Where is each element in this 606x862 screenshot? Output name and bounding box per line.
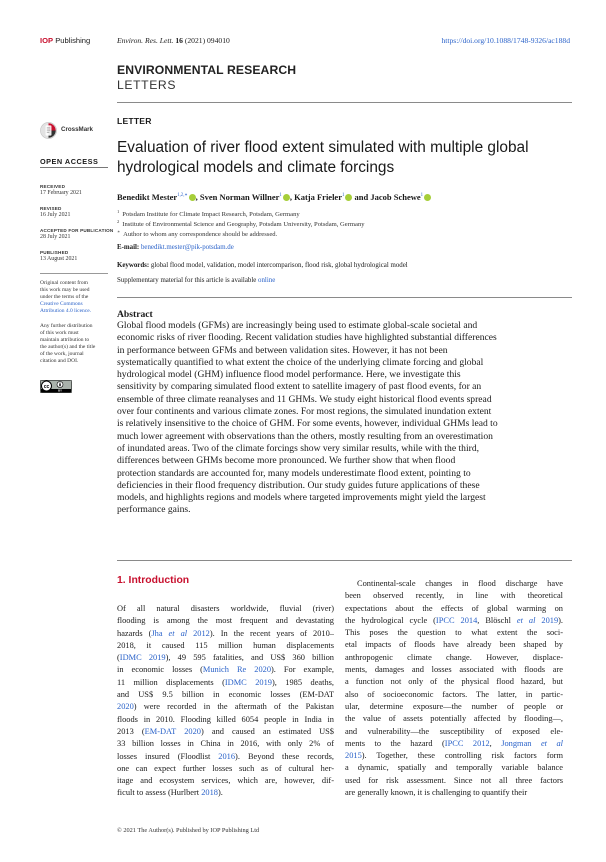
orcid-icon[interactable] — [189, 194, 196, 201]
text-line — [117, 640, 334, 652]
text-run: ), 1985 deaths, — [271, 677, 335, 687]
text-run: This poses the question to what extent the soci- — [345, 628, 563, 638]
divider — [117, 102, 572, 103]
citation-link[interactable]: et al — [162, 628, 188, 638]
citation-link[interactable]: IDMC 2019 — [119, 653, 166, 663]
text-run: Of all natural disasters worldwide, fluvial (river) — [117, 604, 334, 613]
text-line — [345, 689, 563, 701]
text-line — [345, 726, 563, 738]
text-run: in economic losses ( — [117, 665, 203, 675]
affiliation: $^1$ Potsdam Institute for Climate Impact Research, Potsdam, Germany — [117, 209, 300, 219]
author-name[interactable]: Katja Frieler — [294, 192, 342, 202]
text-line — [117, 751, 334, 763]
abstract-heading: Abstract — [117, 309, 153, 320]
citation-link[interactable]: IDMC 2019 — [224, 677, 272, 687]
text-line — [117, 787, 334, 799]
text-line — [117, 652, 334, 664]
correspondence-email: E-mail: benedikt.mester@pik-potsdam.de — [117, 244, 234, 251]
text-line — [345, 639, 563, 651]
text-run: a function not only of the physical flood hazard, but — [345, 677, 563, 687]
text-run: 33 billion losses in China in 2016, with only 2% of — [117, 739, 334, 749]
article-title: Evaluation of river flood extent simulated with multiple global hydrological models and climate forcings — [117, 139, 529, 176]
text-line — [117, 677, 334, 689]
text-run: and vulnerability—the susceptibility of exposed ele- — [345, 726, 563, 736]
citation-link[interactable]: 2016 — [218, 751, 236, 761]
citation-link[interactable]: 2012 — [187, 628, 210, 638]
supplementary-note: Supplementary material for this article is available online — [117, 277, 276, 284]
text-run: ments, damages and losses associated with floods are — [345, 665, 563, 675]
attribution-note: Any further distribution of this work must maintain attribution to the author(s) and the title of the work, journal citation and DOI. — [40, 323, 96, 365]
text-run: expectations about the effects of global warming on — [345, 603, 563, 613]
license-link[interactable]: Attribution 4.0 licence. — [40, 308, 92, 315]
citation-link[interactable]: 2015 — [345, 751, 362, 761]
section-heading: 1. Introduction — [117, 575, 190, 586]
text-run: ). Beyond these records, — [235, 751, 334, 761]
affiliation: $^2$ Institute of Environmental Science and Geography, Potsdam University, Potsdam, Germany — [117, 219, 365, 229]
citation-link[interactable]: IPCC 2012 — [444, 738, 490, 748]
journal-citation: Environ. Res. Lett. 16 (2021) 094010 — [117, 36, 230, 45]
text-line — [117, 689, 334, 701]
author-name[interactable]: Benedikt Mester — [117, 192, 178, 202]
text-line — [345, 775, 563, 787]
body-column-right — [345, 578, 563, 799]
divider — [117, 560, 572, 561]
email-link[interactable]: benedikt.mester@pik-potsdam.de — [140, 244, 234, 251]
license-link[interactable]: Creative Commons — [40, 301, 83, 308]
accepted-label: ACCEPTED FOR PUBLICATION — [40, 228, 114, 233]
citation-link[interactable]: Munich Re 2020 — [202, 665, 272, 675]
text-run: are generally known, it is challenging to quantify their — [345, 788, 528, 798]
text-run: ). — [558, 615, 564, 625]
citation-link[interactable]: EM-DAT 2020 — [144, 726, 201, 736]
orcid-icon[interactable] — [283, 194, 290, 201]
received-date: 17 February 2021 — [40, 190, 82, 196]
text-line — [345, 676, 563, 688]
citation-link[interactable]: 2020 — [117, 702, 134, 712]
text-run: , — [489, 738, 502, 748]
text-line — [345, 701, 563, 713]
text-line — [117, 664, 334, 676]
text-run: hazards ( — [117, 628, 152, 638]
text-run: ular, determine exposure—the number of people or — [345, 701, 563, 711]
text-run: , Blöschl — [477, 615, 517, 625]
text-line — [117, 603, 334, 615]
text-run: the value of assets potentially affected by flooding—, — [345, 714, 563, 724]
orcid-icon[interactable] — [424, 194, 431, 201]
text-run: etal impacts of floods have already been shaped by — [345, 640, 563, 650]
text-run: itage and ecosystem services, which are, however, dif- — [117, 776, 334, 786]
text-line — [117, 714, 334, 726]
affiliation: ∗ Author to whom any correspondence should be addressed. — [117, 229, 278, 239]
crossmark-icon — [40, 122, 57, 139]
text-line — [117, 615, 334, 627]
text-run: ) were recorded in the aftermath of the Pakistan — [133, 702, 334, 712]
citation-link[interactable]: et al — [516, 615, 536, 625]
text-line — [345, 627, 563, 639]
keywords: Keywords: global flood model, validation, model intercomparison, flood risk, global hydrological model — [117, 262, 408, 269]
text-run: been observed recently, in line with theoretical — [345, 591, 563, 601]
divider — [40, 273, 108, 274]
text-line — [117, 726, 334, 738]
text-run: a dynamic, spatially and temporally variable balance — [345, 763, 563, 773]
text-run: losses insured (Floodlist — [117, 751, 219, 761]
journal-title: ENVIRONMENTAL RESEARCH — [117, 63, 297, 77]
text-run: ments to the hazard ( — [345, 738, 445, 748]
journal-subtitle: LETTERS — [117, 78, 177, 92]
running-header — [40, 36, 570, 50]
text-run: 2013 ( — [117, 726, 145, 736]
citation-link[interactable]: et al — [531, 738, 564, 748]
text-line — [117, 775, 334, 787]
text-run: ( — [117, 653, 120, 663]
text-run: ). Together, these controlling risk factors form — [361, 751, 563, 761]
text-line — [345, 762, 563, 774]
citation-link[interactable]: 2019 — [535, 615, 559, 625]
text-run: one can expect further losses such as of cultural her- — [117, 763, 334, 773]
license-note: Original content from this work may be used under the terms of the Creative Commons Attribution 4.0 licence. — [40, 280, 110, 315]
text-line — [345, 713, 563, 725]
text-run: and US$ 9.5 billion in economic losses (EM-DAT — [117, 690, 334, 700]
abstract-body: Global flood models (GFMs) are increasingly being used to estimate global-scale societal and economic risks of river flooding. Recent validation studies have highlighted substantial differences in performance between GFMs and between validation sites. However, it has not been systematically quantified to what extent the choice of the underlying climate forcing and global hydrological model (GHM) influence flood model performance. Here, we investigate this sensitivity by comparing simulated flood extent to satellite imagery of past flood events, for an ensemble of three climate reanalyses and 11 GHMs. We study eight historical flood events spread over four continents and various climate zones. For most regions, the simulated inundation extent is relatively insensitive to the choice of GHM. For some events, however, individual GHMs lead to much lower agreement with observations than the others, mostly resulting from an overestimation of inundated areas. Two of the climate forcings show very similar results, while with the third, differences between GHMs become more pronounced. We further show that when flood protection standards are accounted for, many models underestimate flood extent, pointing to deficiencies in their flood frequency distribution. Our study guides future applications of these models, and highlights regions and models where targeted improvements might yield the largest performance gains. — [117, 320, 498, 516]
text-run: ). — [217, 788, 223, 798]
copyright-footer: © 2021 The Author(s). Published by IOP Publishing Ltd — [117, 827, 260, 834]
text-line — [345, 603, 563, 615]
revised-label: REVISED — [40, 206, 62, 211]
divider — [117, 297, 572, 298]
text-line — [117, 628, 334, 640]
citation-link[interactable]: Jha — [151, 628, 163, 638]
author-name[interactable]: Jacob Schewe — [370, 192, 421, 202]
text-run: Continental-scale changes in flood discharge have — [357, 579, 563, 588]
text-line — [345, 590, 563, 602]
body-column-left — [117, 603, 334, 800]
text-line — [345, 578, 563, 590]
text-line — [345, 664, 563, 676]
citation-link[interactable]: 2018 — [201, 788, 218, 798]
citation-link[interactable]: Jongman — [501, 738, 532, 748]
text-run: also of socioeconomic factors. The latter, in partic- — [345, 689, 563, 699]
text-line — [345, 615, 563, 627]
crossmark-badge[interactable]: CrossMark — [40, 122, 100, 140]
svg-text:BY: BY — [58, 389, 62, 393]
text-line — [345, 738, 563, 750]
text-line — [117, 763, 334, 775]
text-run: anthropogenic climate change. However, displace- — [345, 652, 563, 662]
text-run: the hydrological cycle ( — [345, 615, 436, 625]
doi-link[interactable]: https://doi.org/10.1088/1748-9326/ac188d — [441, 36, 570, 45]
received-label: RECEIVED — [40, 184, 66, 189]
text-run: ). In the recent years of 2010– — [209, 628, 334, 638]
citation-link[interactable]: IPCC 2014 — [435, 615, 478, 625]
accepted-date: 28 July 2021 — [40, 234, 71, 240]
author-name[interactable]: Sven Norman Willner — [199, 192, 280, 202]
text-run: ). For example, — [271, 665, 335, 675]
text-run: ficult to assess (Hurlbert — [117, 788, 202, 798]
text-run: flooding is among the most frequent and devastating — [117, 616, 334, 626]
article-type: LETTER — [117, 116, 152, 126]
supplementary-link[interactable]: online — [258, 277, 276, 284]
text-run: 2018, it caused 115 million human displacements — [117, 640, 334, 650]
text-line — [345, 750, 563, 762]
cc-by-badge[interactable] — [40, 380, 72, 393]
published-date: 13 August 2021 — [40, 256, 78, 262]
open-access-label: OPEN ACCESS — [40, 157, 99, 166]
text-run: used for risk assessment. Since not all three factors — [345, 775, 563, 785]
author-list: Benedikt Mester$^{1,2,∗}$ , Sven Norman Willner$^1$ , Katja Frieler$^1$ and Jacob Schewe$^1$ — [117, 192, 431, 202]
text-line — [117, 701, 334, 713]
text-run: 11 million displacements ( — [117, 677, 225, 687]
text-line — [345, 652, 563, 664]
divider — [40, 167, 108, 168]
text-run: ), 49 595 fatalities, and US$ 360 billion — [165, 653, 334, 663]
text-run: ) and caused an estimated US$ — [200, 726, 334, 736]
text-line — [117, 738, 334, 750]
text-line — [345, 787, 563, 799]
published-label: PUBLISHED — [40, 250, 69, 255]
svg-text:cc: cc — [43, 383, 50, 390]
revised-date: 16 July 2021 — [40, 212, 71, 218]
publisher-logo: IOP Publishing — [40, 36, 91, 45]
text-run: floods in 2010. Flooding killed 6054 people in India in — [117, 714, 334, 724]
